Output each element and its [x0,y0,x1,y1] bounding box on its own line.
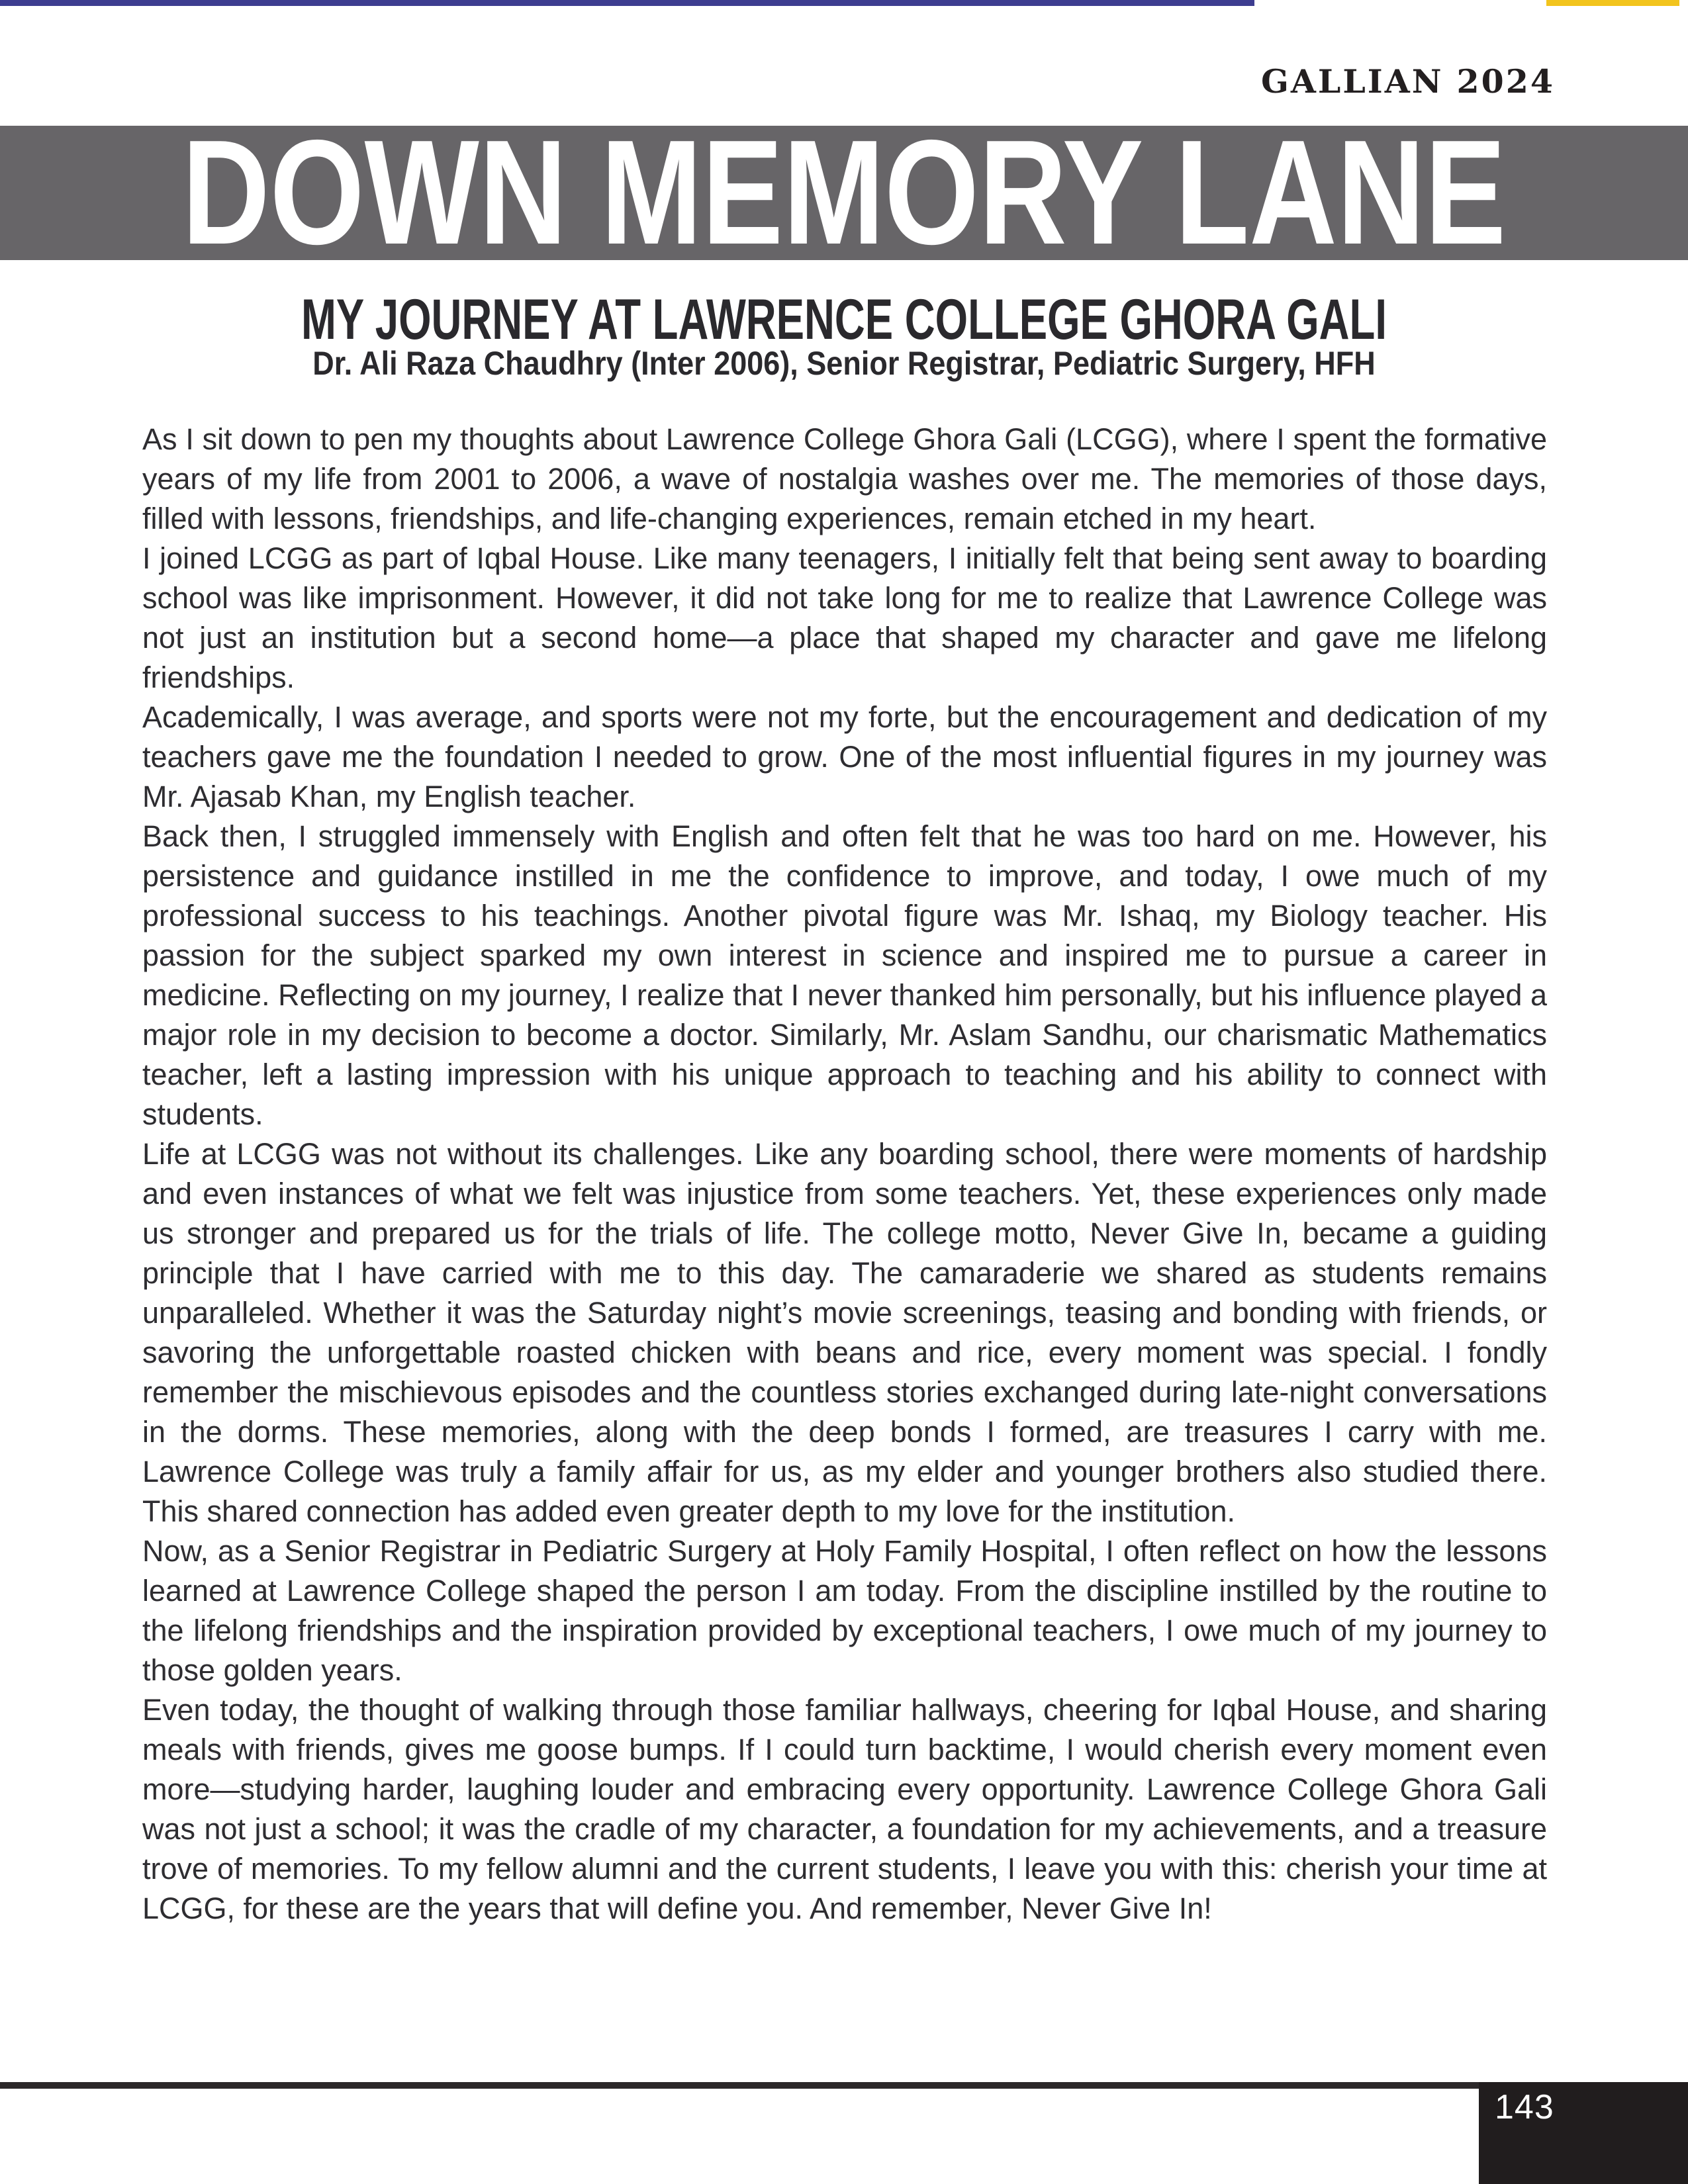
paragraph: Now, as a Senior Registrar in Pediatric Surgery at Holy Family Hospital, I often reflect on how the lessons learned at Lawrence College shaped the person I am today. From the discipline instilled by the routine to the lifelong friendships and the inspiration provided by exceptional teachers, I owe much of my journey to those golden years. [142,1534,1547,1687]
paragraph: As I sit down to pen my thoughts about Lawrence College Ghora Gali (LCGG), where I spent the formative years of my life from 2001 to 2006, a wave of nostalgia washes over me. The memories of those days, filled with lessons, friendships, and life-changing experiences, remain etched in my heart. [142,422,1547,535]
section-banner-title: DOWN MEMORY LANE [182,126,1506,260]
header-rule-yellow [1546,0,1679,6]
page-number: 143 [1495,2088,1554,2126]
section-banner [0,126,1688,260]
paragraph: Academically, I was average, and sports were not my forte, but the encouragement and dedication of my teachers gave me the foundation I needed to grow. One of the most influential figures in my journey was Mr. Ajasab Khan, my English teacher. [142,700,1547,813]
paragraph: Even today, the thought of walking through those familiar hallways, cheering for Iqbal House, and sharing meals with friends, gives me goose bumps. If I could turn backtime, I would cherish every moment even more—studying harder, laughing louder and embracing every opportunity. Lawrence College Ghora Gali was not just a school; it was the cradle of my character, a foundation for my achievements, and a treasure trove of memories. To my fellow alumni and the current students, I leave you with this: cherish your time at LCGG, for these are the years that will define you. And remember, Never Give In! [142,1693,1547,1925]
paragraph: Life at LCGG was not without its challenges. Like any boarding school, there were moments of hardship and even instances of what we felt was injustice from some teachers. Yet, these experiences only made us stronger and prepared us for the trials of life. The college motto, Never Give In, became a guiding principle that I have carried with me to this day. The camaraderie we shared as students remains unparalleled. Whether it was the Saturday night’s movie screenings, teasing and bonding with friends, or savoring the unforgettable roasted chicken with beans and rice, every moment was special. I fondly remember the mischievous episodes and the countless stories exchanged during late-night conversations in the dorms. These memories, along with the deep bonds I formed, are treasures I carry with me. Lawrence College was truly a family affair for us, as my elder and younger brothers also studied there. This shared connection has added even greater depth to my love for the institution. [142,1137,1547,1528]
article-byline: Dr. Ali Raza Chaudhry (Inter 2006), Senior Registrar, Pediatric Surgery, HFH [312,345,1376,382]
article-title-art [0,290,1688,353]
article-body [142,420,1547,1929]
page-number-box [1479,2082,1688,2184]
header-rule-blue [0,0,1254,6]
edition-title: GALLIAN 2024 [1261,62,1555,101]
article-title: MY JOURNEY AT LAWRENCE COLLEGE GHORA GALI [301,290,1387,351]
section-banner-art [0,126,1688,260]
footer-rule [0,2082,1479,2089]
paragraph: I joined LCGG as part of Iqbal House. Like many teenagers, I initially felt that being sent away to boarding school was like imprisonment. However, it did not take long for me to realize that Lawrence College was not just an institution but a second home—a place that shaped my character and gave me lifelong friendships. [142,541,1547,694]
paragraph: Back then, I struggled immensely with English and often felt that he was too hard on me. However, his persistence and guidance instilled in me the confidence to improve, and today, I owe much of my professional success to his teachings. Another pivotal figure was Mr. Ishaq, my Biology teacher. His passion for the subject sparked my own interest in science and inspired me to pursue a career in medicine. Reflecting on my journey, I realize that I never thanked him personally, but his influence played a major role in my decision to become a doctor. Similarly, Mr. Aslam Sandhu, our charismatic Mathematics teacher, left a lasting impression with his unique approach to teaching and his ability to connect with students. [142,819,1547,1131]
